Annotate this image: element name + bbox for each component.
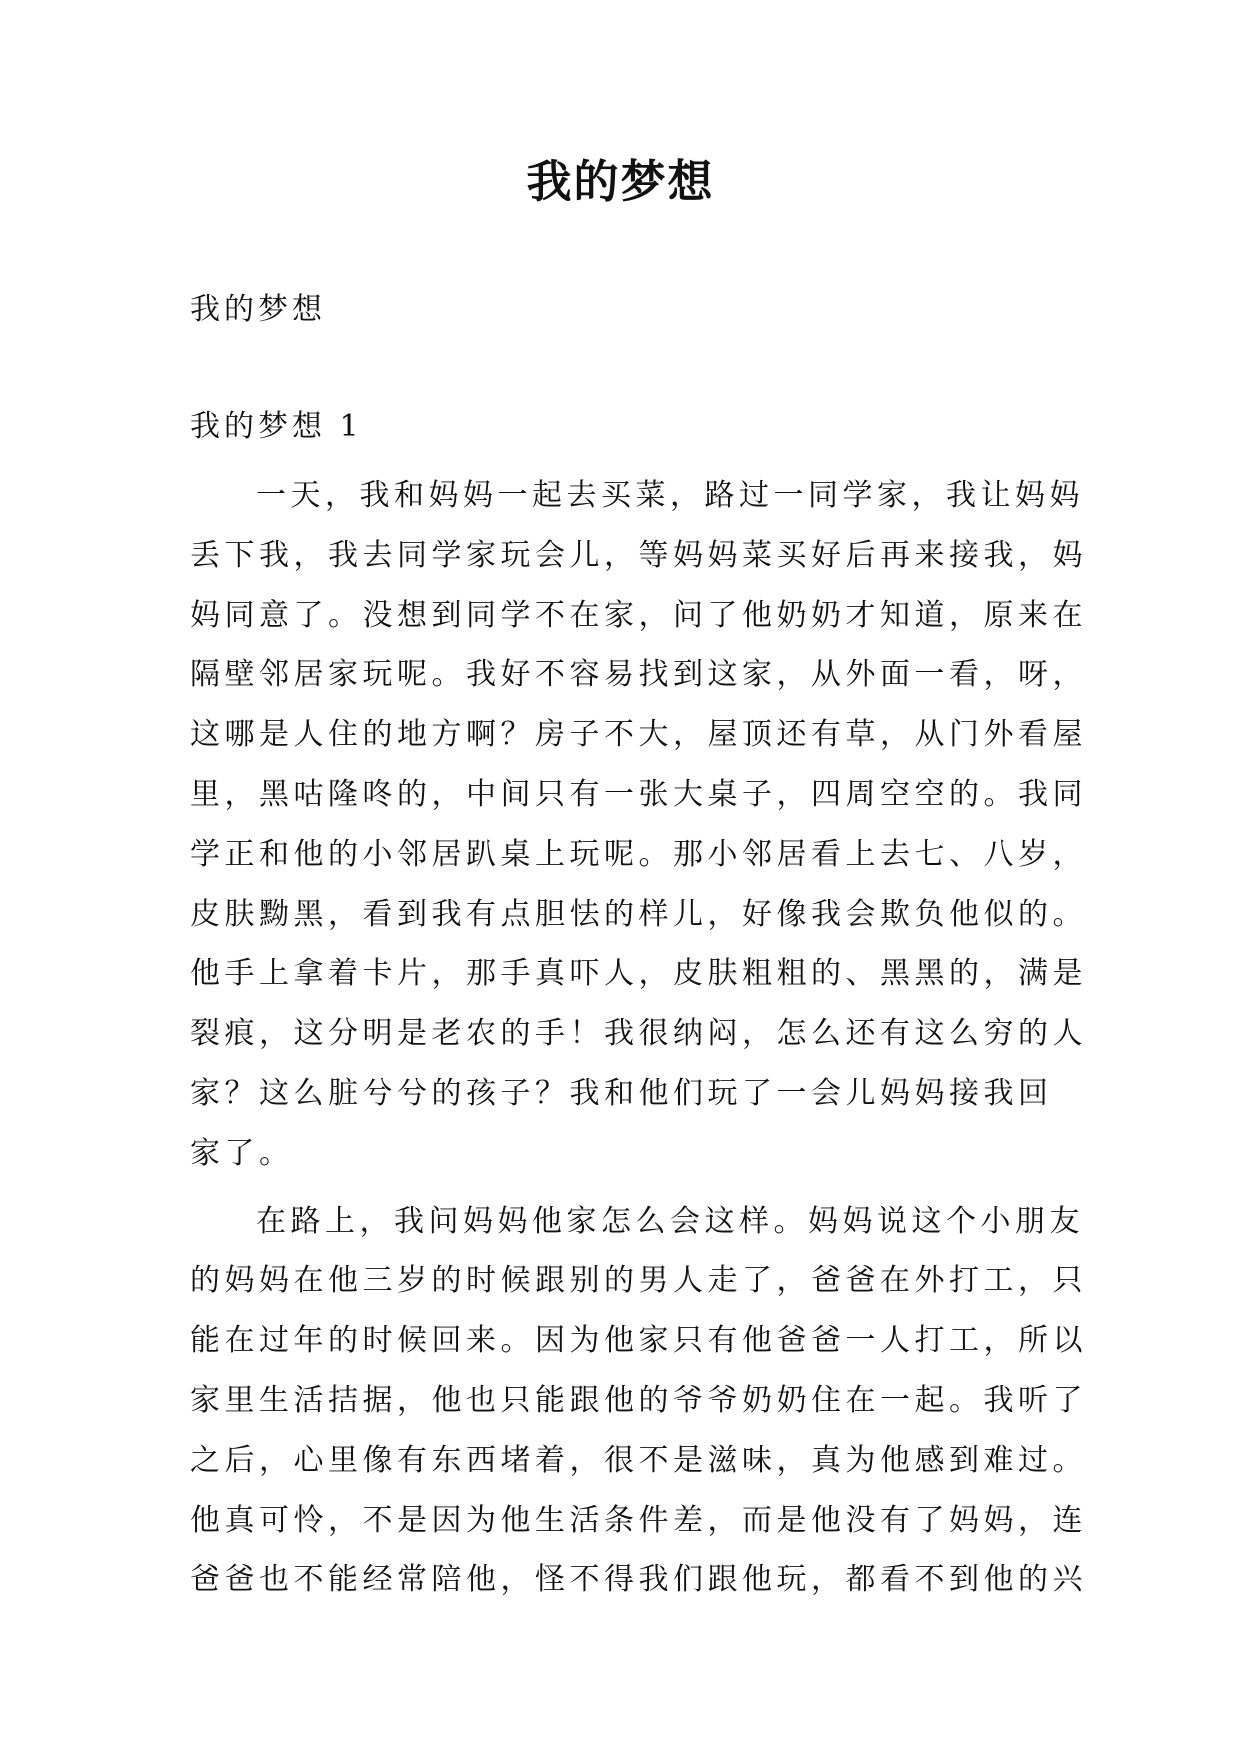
- paragraph-line: 家里生活拮据，他也只能跟他的爷爷奶奶住在一起。我听了: [190, 1382, 1087, 1418]
- paragraph-line: 裂痕，这分明是老农的手！我很纳闷，怎么还有这么穷的人: [190, 1016, 1087, 1052]
- paragraph-line: 家？这么脏兮兮的孩子？我和他们玩了一会儿妈妈接我回: [190, 1075, 1053, 1111]
- paragraph: [190, 466, 1087, 1184]
- paragraph-line: 妈同意了。没想到同学不在家，问了他奶奶才知道，原来在: [190, 597, 1087, 633]
- paragraph-line: 丢下我，我去同学家玩会儿，等妈妈菜买好后再来接我，妈: [190, 537, 1087, 573]
- paragraph-line: 隔壁邻居家玩呢。我好不容易找到这家，从外面一看，呀，: [190, 657, 1087, 693]
- document-body: [190, 466, 1087, 1610]
- paragraph-line: 爸爸也不能经常陪他，怪不得我们跟他玩，都看不到他的兴: [190, 1562, 1087, 1598]
- paragraph-line: 家了。: [190, 1135, 294, 1171]
- paragraph-line: 能在过年的时候回来。因为他家只有他爸爸一人打工，所以: [190, 1323, 1087, 1359]
- paragraph-line: 皮肤黝黑，看到我有点胆怯的样儿，好像我会欺负他似的。: [190, 896, 1087, 932]
- paragraph-line: 他手上拿着卡片，那手真吓人，皮肤粗粗的、黑黑的，满是: [190, 956, 1087, 992]
- paragraph-line: 在路上，我问妈妈他家怎么会这样。妈妈说这个小朋友: [256, 1203, 1084, 1239]
- document-title: 我的梦想: [526, 155, 715, 208]
- section-heading: 我的梦想 1: [190, 409, 363, 444]
- paragraph-line: 这哪是人住的地方啊？房子不大，屋顶还有草，从门外看屋: [190, 717, 1087, 753]
- paragraph-line: 里，黑咕隆咚的，中间只有一张大桌子，四周空空的。我同: [190, 776, 1087, 812]
- paragraph: [190, 1192, 1087, 1611]
- paragraph-line: 他真可怜，不是因为他生活条件差，而是他没有了妈妈，连: [190, 1502, 1087, 1538]
- document-subtitle: 我的梦想: [190, 292, 326, 327]
- paragraph-line: 之后，心里像有东西堵着，很不是滋味，真为他感到难过。: [190, 1442, 1087, 1478]
- paragraph-line: 一天，我和妈妈一起去买菜，路过一同学家，我让妈妈: [256, 478, 1084, 513]
- paragraph-line: 的妈妈在他三岁的时候跟别的男人走了，爸爸在外打工，只: [190, 1263, 1087, 1299]
- paragraph-line: 学正和他的小邻居趴桌上玩呢。那小邻居看上去七、八岁，: [190, 836, 1087, 872]
